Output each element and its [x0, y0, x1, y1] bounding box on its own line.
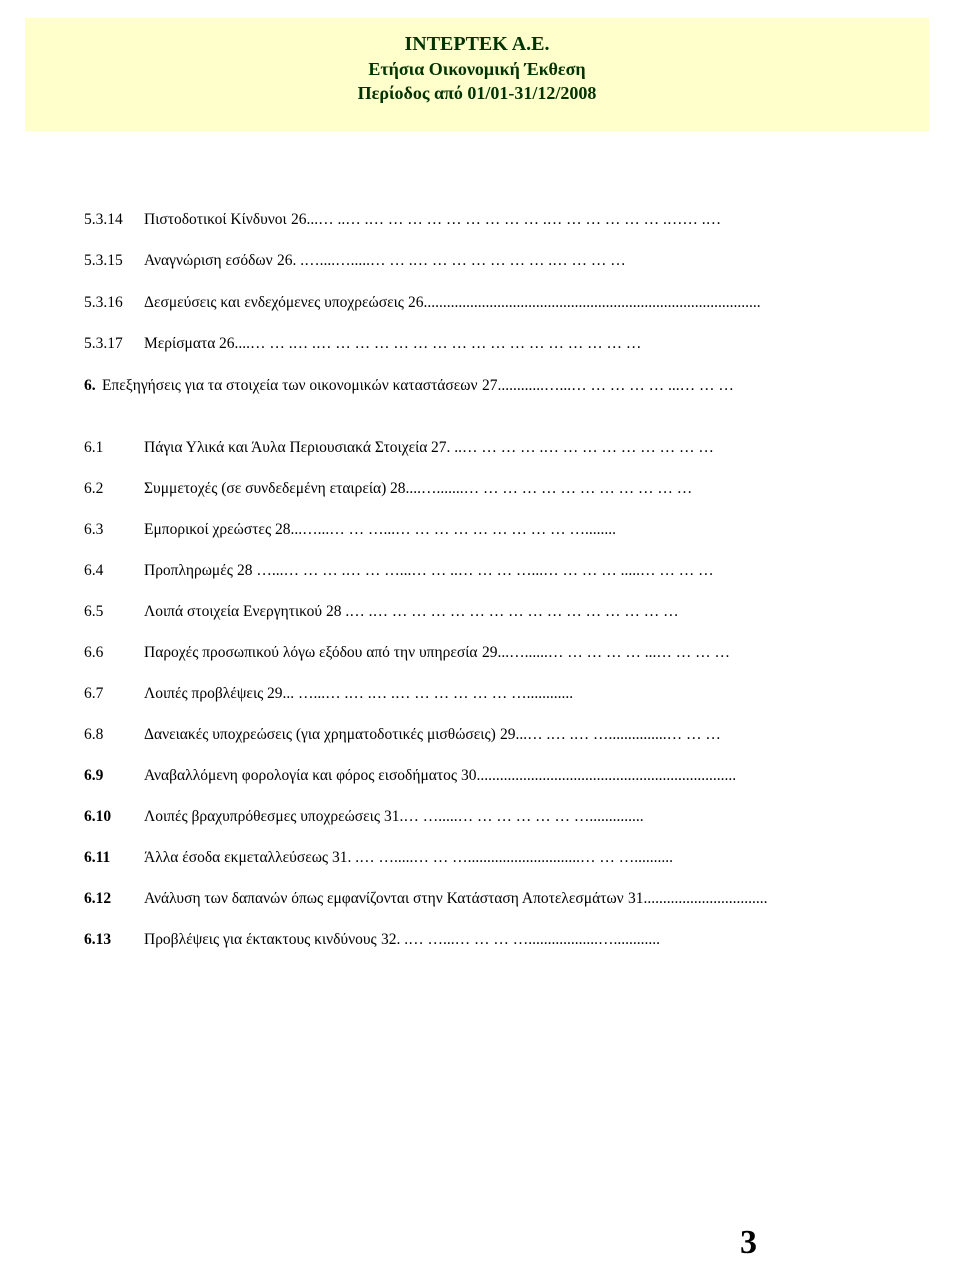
toc-entry-page: 31	[384, 809, 400, 825]
toc-entry[interactable]	[84, 891, 925, 907]
toc-entry-leader: ..........… … ….............................… … ….....… …. .	[347, 850, 673, 866]
toc-entry-page: 31	[628, 891, 644, 907]
toc-entry[interactable]	[84, 727, 925, 743]
toc-entry-page: 26	[291, 212, 307, 228]
toc-entry-leader: … … … …..... … … … …...… … … ….. … …...… … …. … … …...…	[256, 563, 714, 579]
toc-entry-leader: ........… … … … … … … … … …...… … …...…...	[290, 522, 616, 538]
toc-entry-leader-and-page	[219, 336, 925, 352]
toc-entry-number: 6.2	[84, 481, 104, 497]
toc-entry[interactable]	[84, 850, 925, 866]
toc-entry-number: 6.11	[84, 850, 111, 866]
toc-entry-leader: … … … … … … … … … … … ….......…....	[405, 481, 693, 497]
toc-entry[interactable]	[84, 336, 925, 352]
toc-entry[interactable]	[84, 563, 925, 579]
toc-entry-leader-and-page	[275, 522, 925, 538]
toc-entry-title: Αναγνώριση εσόδων	[144, 253, 273, 269]
toc-entry-title: Πάγια Υλικά και Άυλα Περιουσιακά Στοιχεία	[144, 440, 428, 456]
toc-entry-leader: … … …... … … … … …...…............	[497, 378, 734, 394]
toc-entry[interactable]	[84, 768, 925, 784]
toc-entry-title: Παροχές προσωπικού λόγω εξόδου από την υπηρεσία	[144, 645, 478, 661]
toc-entry-page: 27	[482, 378, 498, 394]
toc-entry-leader-and-page	[237, 563, 925, 579]
toc-entry[interactable]	[84, 604, 925, 620]
toc-entry[interactable]	[84, 686, 925, 702]
toc-entry-number: 6.3	[84, 522, 104, 538]
toc-entry-title: Αναβαλλόμενη φορολογία και φόρος εισοδήματος	[144, 768, 458, 784]
toc-entry-number: 6.12	[84, 891, 112, 907]
toc-entry-number: 6.13	[84, 932, 112, 948]
toc-entry[interactable]	[84, 440, 925, 456]
report-header	[25, 18, 929, 131]
toc-entry-leader-and-page	[381, 932, 925, 948]
toc-entry-leader: … … … … … … … … … … … … … … … … …. …. … …....	[234, 336, 642, 352]
page-number: 3	[740, 1224, 757, 1261]
toc-entry-title: Λοιπές βραχυπρόθεσμες υποχρεώσεις	[144, 809, 380, 825]
toc-entry-number: 6.10	[84, 809, 112, 825]
toc-entry-leader: ................................	[643, 891, 768, 907]
toc-entry-leader-and-page	[482, 378, 925, 394]
toc-entry[interactable]	[84, 212, 925, 228]
toc-entry-title: Προβλέψεις για έκτακτους κινδύνους	[144, 932, 377, 948]
toc-entry[interactable]	[84, 932, 925, 948]
toc-entry-leader-and-page	[277, 253, 925, 269]
company-name: ΙΝΤΕΡΤΕΚ Α.Ε.	[404, 33, 550, 55]
toc-entry-leader-and-page	[461, 768, 925, 784]
toc-entry-leader-and-page	[390, 481, 925, 497]
toc-entry-page: 29	[500, 727, 516, 743]
toc-entry-leader: … … … … … … … … … … … … … … … …. ….	[341, 604, 679, 620]
toc-entry[interactable]	[84, 809, 925, 825]
toc-entry[interactable]	[84, 295, 925, 311]
toc-entry[interactable]	[84, 253, 925, 269]
toc-entry-leader-and-page	[326, 604, 925, 620]
toc-entry-page: 26	[219, 336, 235, 352]
toc-entry-page: 28	[237, 563, 257, 579]
toc-entry-leader-and-page	[431, 440, 925, 456]
toc-entry-number: 6.4	[84, 563, 104, 579]
toc-entry-title: Συμμετοχές (σε συνδεδεμένη εταιρεία)	[144, 481, 387, 497]
toc-entry-number: 5.3.16	[84, 295, 123, 311]
toc-entry-title: Άλλα έσοδα εκμεταλλεύσεως	[144, 850, 329, 866]
toc-entry-title: Πιστοδοτικοί Κίνδυνοι	[144, 212, 287, 228]
toc-entry-leader: … … …...............… …. …. …...	[515, 727, 721, 743]
toc-entry-title: Επεξηγήσεις για τα στοιχεία των οικονομικών καταστάσεων	[102, 378, 478, 394]
toc-entry-page: 29	[267, 686, 283, 702]
toc-entry-number: 6.6	[84, 645, 104, 661]
toc-entry-leader: ..............… … … … … … ….....… ….	[399, 809, 644, 825]
toc-entry-page: 31	[332, 850, 348, 866]
toc-entry-page: 29	[482, 645, 498, 661]
toc-entry-leader: ............…..................… … … …...… …. .	[396, 932, 660, 948]
toc-entry-page: 28	[390, 481, 406, 497]
toc-entry-title: Μερίσματα	[144, 336, 216, 352]
toc-entry-title: Δεσμεύσεις και ενδεχόμενες υποχρεώσεις	[144, 295, 404, 311]
toc-entry-number: 6.9	[84, 768, 104, 784]
report-period: Περίοδος από 01/01-31/12/2008	[357, 83, 597, 103]
toc-entry-number: 6.1	[84, 440, 104, 456]
toc-entry-number: 6.8	[84, 727, 104, 743]
toc-entry-page: 28	[275, 522, 291, 538]
toc-entry-leader: … … … …. … … … … … … …. … ….....…....…. .	[292, 253, 626, 269]
toc-entry-page: 26	[408, 295, 424, 311]
toc-entry[interactable]	[84, 645, 925, 661]
toc-entry-leader: ...................................................................	[476, 768, 737, 784]
toc-entry-leader: .......................................................................................	[423, 295, 761, 311]
toc-entry-number: 6.5	[84, 604, 104, 620]
toc-entry-page: 30	[461, 768, 477, 784]
toc-entry-number: 6.	[84, 378, 96, 394]
toc-entry-title: Ανάλυση των δαπανών όπως εμφανίζονται στην Κατάσταση Αποτελεσμάτων	[144, 891, 624, 907]
toc-entry-title: Δανειακές υποχρεώσεις (για χρηματοδοτικές μισθώσεις)	[144, 727, 496, 743]
toc-entry-title: Εμπορικοί χρεώστες	[144, 522, 272, 538]
toc-entry-number: 5.3.17	[84, 336, 123, 352]
toc-entry-leader: ............… … … … … … …. …. …. …...… ...	[282, 686, 574, 702]
toc-entry-leader-and-page	[267, 686, 925, 702]
toc-entry-leader-and-page	[628, 891, 925, 907]
toc-entry-leader-and-page	[384, 809, 925, 825]
toc-entry-title: Λοιπές προβλέψεις	[144, 686, 264, 702]
toc-entry-leader-and-page	[482, 645, 925, 661]
toc-entry-number: 6.7	[84, 686, 104, 702]
toc-entry-leader-and-page	[291, 212, 925, 228]
toc-entry-title: Προπληρωμές	[144, 563, 233, 579]
toc-entry-leader: …. ……. … … … … … …. … … … … … … … … …. ….. …...	[306, 212, 722, 228]
toc-entry-leader-and-page	[408, 295, 925, 311]
toc-entry-title: Λοιπά στοιχεία Ενεργητικού	[144, 604, 323, 620]
toc-entry-page: 27	[431, 440, 447, 456]
toc-entry-leader-and-page	[500, 727, 925, 743]
toc-entry-leader-and-page	[332, 850, 925, 866]
toc-entry-page: 28	[326, 604, 342, 620]
toc-entry-number: 5.3.15	[84, 253, 123, 269]
toc-entry-leader: … … … …... … … … … …......…...	[497, 645, 730, 661]
toc-entry-number: 5.3.14	[84, 212, 123, 228]
toc-entry-leader: … … … … … … … … …. … … … ….. .	[446, 440, 714, 456]
toc-entry-page: 32	[381, 932, 397, 948]
toc-entry[interactable]	[84, 481, 925, 497]
toc-entry[interactable]	[84, 378, 925, 394]
report-title: Ετήσια Οικονομική Έκθεση	[368, 59, 586, 79]
toc-entry[interactable]	[84, 522, 925, 538]
toc-entry-page: 26	[277, 253, 293, 269]
